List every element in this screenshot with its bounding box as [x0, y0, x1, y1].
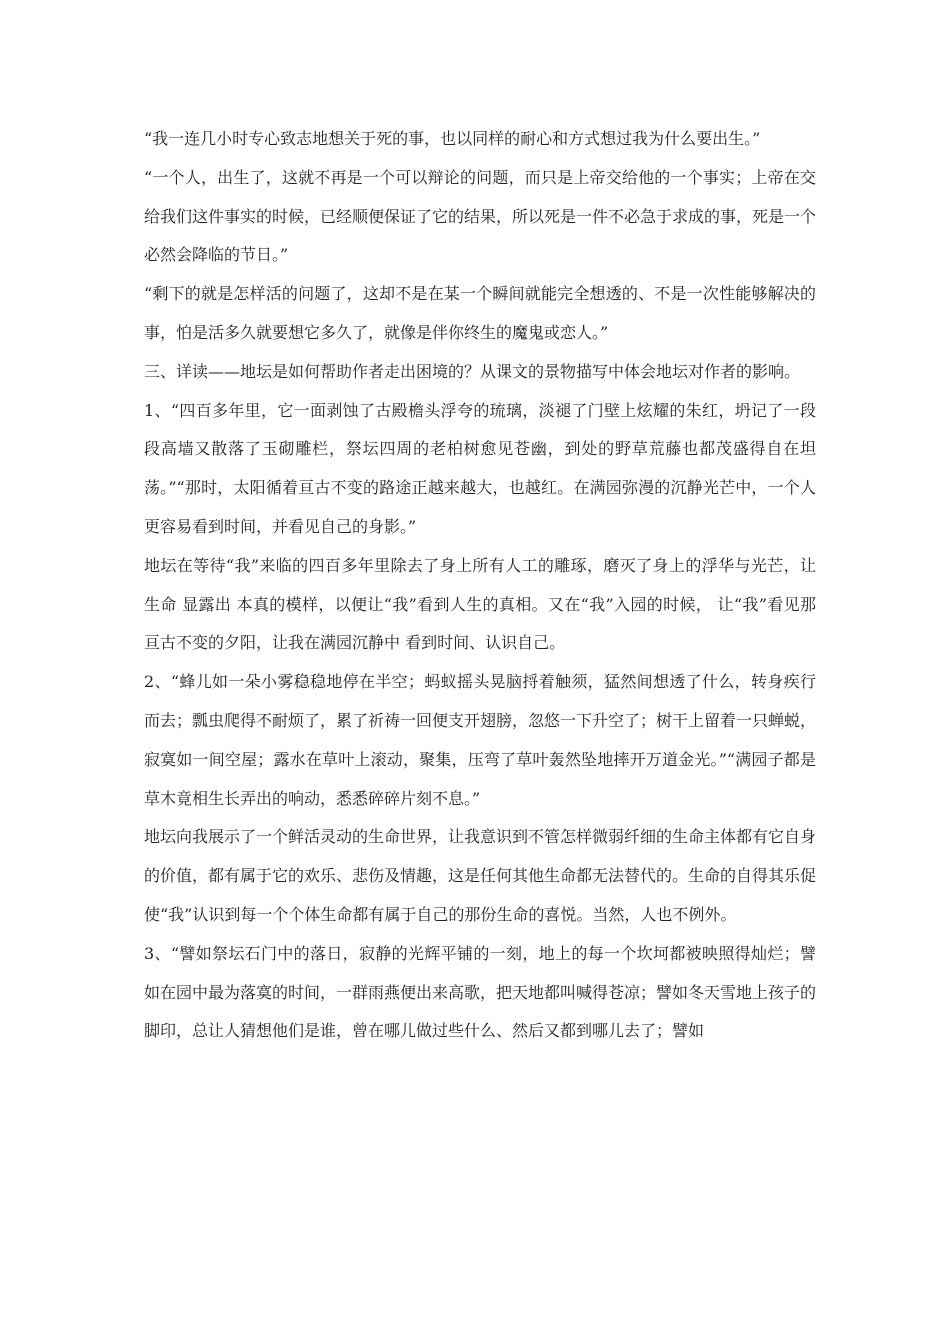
paragraph-item-3-quote: 3、“譬如祭坛石门中的落日，寂静的光辉平铺的一刻，地上的每一个坎坷都被映照得灿烂；譬如在园中最为落寞的时间，一群雨燕便出来高歌，把天地都叫喊得苍凉；譬如冬天雪地上孩子的脚印，总让人猜想他们是谁，曾在哪儿做过些什么、然后又都到哪儿去了；譬如 — [144, 943, 817, 1041]
paragraph-item-2-analysis: 地坛向我展示了一个鲜活灵动的生命世界，让我意识到不管怎样微弱纤细的生命主体都有它自身的价值，都有属于它的欢乐、悲伤及情趣，这是任何其他生命都无法替代的。生命的自得其乐促使“我”认识到每一个个体生命都有属于自己的那份生命的喜悦。当然，人也不例外。 — [144, 827, 817, 924]
paragraph-item-1-quote: 1、“四百多年里，它一面剥蚀了古殿檐头浮夸的琉璃，淡褪了门壁上炫耀的朱红，坍记了一段段高墙又散落了玉砌雕栏，祭坛四周的老柏树愈见苍幽，到处的野草荒藤也都茂盛得自在坦荡。”“那时，太阳循着亘古不变的路途正越来越大，也越红。在满园弥漫的沉静光芒中，一个人更容易看到时间，并看见自己的身影。” — [144, 400, 816, 536]
paragraph-quote-living: “剩下的就是怎样活的问题了，这却不是在某一个瞬间就能完全想透的、不是一次性能够解决的事，怕是活多久就要想它多久了，就像是伴你终生的魔鬼或恋人。” — [144, 284, 816, 342]
section-heading-3: 三、详读——地坛是如何帮助作者走出困境的？从课文的景物描写中体会地坛对作者的影响。 — [144, 361, 801, 381]
paragraph-item-2-quote: 2、“蜂儿如一朵小雾稳稳地停在半空；蚂蚁摇头晃脑捋着触须，猛然间想透了什么，转身疾行而去；瓢虫爬得不耐烦了，累了祈祷一回便支开翅膀，忽悠一下升空了；树干上留着一只蝉蜕，寂寞如一间空屋；露水在草叶上滚动，聚集，压弯了草叶轰然坠地摔开万道金光。”“满园子都是草木竟相生长弄出的响动，悉悉碎碎片刻不息。” — [144, 672, 817, 808]
document-body — [144, 120, 816, 1051]
paragraph-item-1-analysis: 地坛在等待“我”来临的四百多年里除去了身上所有人工的雕琢，磨灭了身上的浮华与光芒，让生命 显露出 本真的模样，以便让“我”看到人生的真相。又在“我”入园的时候， 让“我”看见那亘古不变的夕阳，让我在满园沉静中 看到时间、认识自己。 — [144, 555, 816, 653]
paragraph-quote-birth: “一个人，出生了，这就不再是一个可以辩论的问题，而只是上帝交给他的一个事实；上帝在交给我们这件事实的时候，已经顺便保证了它的结果，所以死是一件不必急于求成的事，死是一个必然会降临的节日。” — [144, 167, 817, 265]
paragraph-quote-death: “我一连几小时专心致志地想关于死的事，也以同样的耐心和方式想过我为什么要出生。” — [144, 129, 761, 148]
